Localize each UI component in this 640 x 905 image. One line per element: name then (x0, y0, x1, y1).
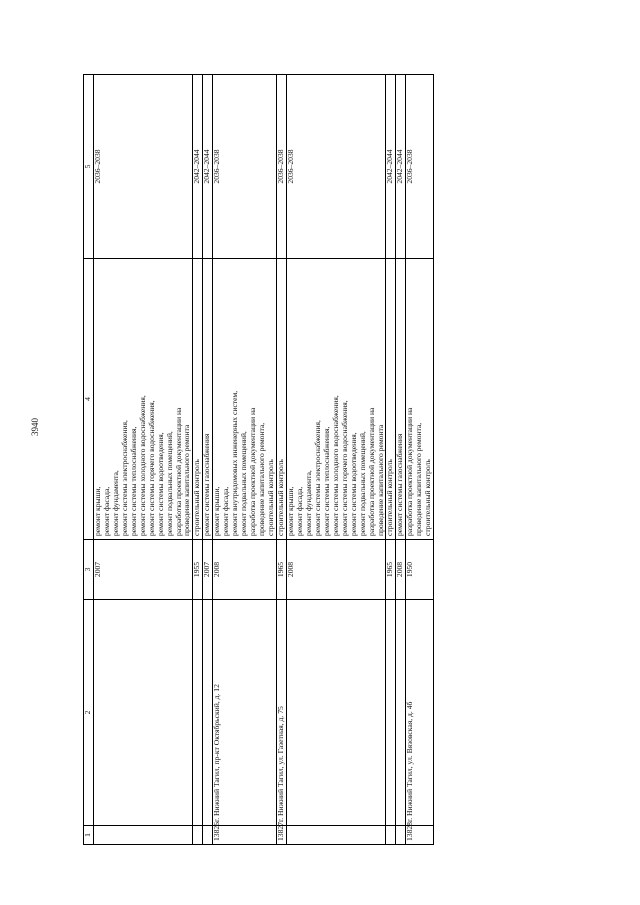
work-item: ремонт фундамента, (110, 470, 120, 536)
work-item: ремонт системы электроснабжения, (312, 420, 322, 536)
period-cell: 2042–2044 (193, 75, 203, 259)
year-cell: 2008 (213, 540, 277, 600)
work-item: строительный контроль (266, 459, 276, 536)
year-cell: 2007 (93, 540, 192, 600)
table-header-row (84, 75, 94, 845)
work-item: ремонт системы теплоснабжения, (128, 426, 138, 536)
year-cell: 1965 (386, 540, 396, 600)
rotated-page-content (83, 75, 531, 845)
works-cell (203, 259, 213, 540)
work-item: ремонт подвальных помещений, (164, 431, 174, 536)
work-item: ремонт подвальных помещений, (357, 431, 367, 536)
work-item: ремонт крыши, (285, 486, 295, 536)
year-cell: 1965 (277, 540, 287, 600)
row-number-cell: 13828. (406, 826, 434, 845)
period-cell: 2036–2038 (213, 75, 277, 259)
row-number-cell (396, 826, 406, 845)
works-cell (396, 259, 406, 540)
address-cell: г. Нижний Тагил, ул. Вязовская, д. 4б (406, 600, 434, 826)
year-cell: 1955 (193, 540, 203, 600)
work-item: ремонт подвальных помещений, (239, 431, 249, 536)
work-item: ремонт системы холодного водоснабжения, (137, 395, 147, 536)
table-row (286, 75, 385, 845)
work-item: ремонт системы холодного водоснабжения, (330, 395, 340, 536)
work-item: разработка проектной документации на (248, 407, 258, 536)
table-row (277, 75, 287, 845)
page-number: 3940 (30, 418, 40, 436)
address-cell: г. Нижний Тагил, ул. Газетная, д. 75 (277, 600, 287, 826)
period-cell: 2042–2044 (203, 75, 213, 259)
works-cell (386, 259, 396, 540)
work-item: строительный контроль (423, 459, 433, 536)
work-item: ремонт внутридомовых инженерных систем, (230, 390, 240, 536)
address-cell (286, 600, 385, 826)
header-cell: 1 (84, 826, 94, 845)
address-cell (93, 600, 192, 826)
period-cell: 2036–2038 (277, 75, 287, 259)
header-cell: 4 (84, 259, 94, 540)
work-item: проведение капитального ремонта (375, 424, 385, 536)
works-cell (277, 259, 287, 540)
work-item: ремонт фундамента, (303, 470, 313, 536)
work-item: ремонт системы водоотведения, (348, 432, 358, 536)
table-row (396, 75, 406, 845)
period-cell: 2042–2044 (386, 75, 396, 259)
table-row (193, 75, 203, 845)
work-item: строительный контроль (385, 459, 395, 536)
work-item: разработка проектной документации на (173, 407, 183, 536)
year-cell: 2008 (286, 540, 385, 600)
year-cell: 2007 (203, 540, 213, 600)
works-cell (213, 259, 277, 540)
address-cell: г. Нижний Тагил, пр-кт Октябрьский, д. 12 (213, 600, 277, 826)
work-item: ремонт системы горячего водоснабжения, (146, 400, 156, 536)
header-cell: 2 (84, 600, 94, 826)
row-number-cell (386, 826, 396, 845)
year-cell: 1950 (406, 540, 434, 600)
work-item: ремонт крыши, (92, 486, 102, 536)
work-item: ремонт крыши, (212, 486, 222, 536)
table-row (93, 75, 192, 845)
work-item: ремонт фасада, (294, 486, 304, 536)
period-cell: 2042–2044 (396, 75, 406, 259)
address-cell (203, 600, 213, 826)
works-table (83, 74, 434, 845)
work-item: ремонт системы газоснабжения (202, 433, 212, 536)
address-cell (396, 600, 406, 826)
work-item: ремонт системы водоотведения, (155, 432, 165, 536)
work-item: разработка проектной документации на (366, 407, 376, 536)
period-cell: 2036–2038 (286, 75, 385, 259)
work-item: ремонт фасада, (221, 486, 231, 536)
row-number-cell: 13826. (213, 826, 277, 845)
address-cell (386, 600, 396, 826)
works-cell (193, 259, 203, 540)
table-row (406, 75, 434, 845)
header-cell: 5 (84, 75, 94, 259)
work-item: ремонт системы теплоснабжения, (321, 426, 331, 536)
year-cell: 2008 (396, 540, 406, 600)
header-cell: 3 (84, 540, 94, 600)
row-number-cell (203, 826, 213, 845)
period-cell: 2036–2038 (93, 75, 192, 259)
work-item: строительный контроль (276, 459, 286, 536)
work-item: ремонт фасада, (101, 486, 111, 536)
row-number-cell (286, 826, 385, 845)
work-item: проведение капитального ремонта, (414, 422, 424, 536)
work-item: ремонт системы электроснабжения, (119, 420, 129, 536)
works-cell (93, 259, 192, 540)
work-item: ремонт системы горячего водоснабжения, (339, 400, 349, 536)
row-number-cell (193, 826, 203, 845)
period-cell: 2036–2038 (406, 75, 434, 259)
work-item: проведение капитального ремонта (182, 424, 192, 536)
row-number-cell: 13827. (277, 826, 287, 845)
table-row (213, 75, 277, 845)
works-cell (406, 259, 434, 540)
work-item: строительный контроль (192, 459, 202, 536)
works-cell (286, 259, 385, 540)
row-number-cell (93, 826, 192, 845)
table-row (203, 75, 213, 845)
address-cell (193, 600, 203, 826)
table-row (386, 75, 396, 845)
work-item: ремонт системы газоснабжения (395, 433, 405, 536)
work-item: разработка проектной документации на (405, 407, 415, 536)
work-item: проведение капитального ремонта, (257, 422, 267, 536)
